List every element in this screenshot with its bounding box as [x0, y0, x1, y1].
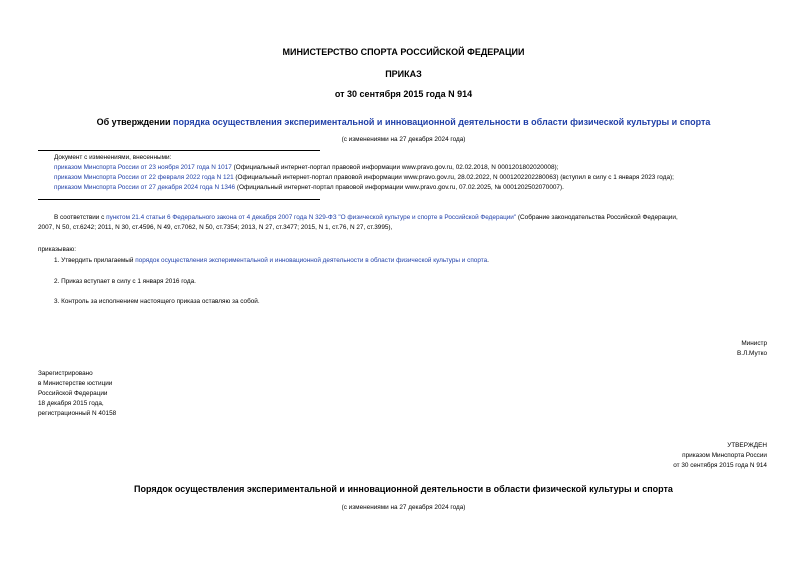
doc-type-heading: ПРИКАЗ: [385, 69, 422, 79]
divider-top: [38, 150, 320, 151]
amendment-link[interactable]: приказом Минспорта России от 23 ноября 2017 года N 1017: [54, 164, 232, 171]
approved-line: УТВЕРЖДЕН: [727, 442, 767, 449]
revision-note: (с изменениями на 27 декабря 2024 года): [341, 136, 466, 143]
amendment-link[interactable]: приказом Минспорта России от 27 декабря 2024 года N 1346: [54, 184, 236, 191]
registration-line: 18 декабря 2015 года,: [38, 400, 104, 407]
order-date-number: от 30 сентября 2015 года N 914: [334, 89, 473, 99]
registration-line: Зарегистрировано: [38, 370, 93, 377]
preamble-line-1: [38, 213, 778, 223]
point-1: [54, 256, 784, 266]
registration-line: регистрационный N 40158: [38, 410, 117, 417]
preamble-rest: (Собрание законодательства Российской Федерации,: [516, 214, 678, 221]
amendment-text: (Официальный интернет-портал правовой информации www.pravo.gov.ru, 02.02.2018, N 0001201802020008);: [231, 164, 559, 171]
procedure-note: (с изменениями на 27 декабря 2024 года): [341, 504, 466, 511]
signature-block: [737, 339, 767, 359]
registration-line: Российской Федерации: [38, 390, 108, 397]
amendments-block: [54, 153, 784, 193]
law-link[interactable]: пунктом 21.4 статьи 6 Федерального закона от 4 декабря 2007 года N 329-ФЗ "О физической культуре и спорте в Российской Федерации": [106, 214, 517, 221]
divider-bottom: [38, 199, 320, 200]
order-word: приказываю:: [38, 246, 76, 253]
point-2: 2. Приказ вступает в силу с 1 января 2016 года.: [54, 278, 196, 285]
preamble-prefix: В соответствии с: [54, 214, 107, 221]
document-title: [0, 117, 807, 127]
approved-block: [673, 441, 767, 471]
approved-line: от 30 сентября 2015 года N 914: [673, 462, 767, 469]
procedure-link[interactable]: порядок осуществления экспериментальной и инновационной деятельности в области физической культуры и спорта: [135, 257, 488, 264]
amendment-item: [54, 173, 784, 183]
signature-name: В.Л.Мутко: [737, 350, 767, 357]
signature-position: Министр: [741, 340, 767, 347]
point-1-prefix: 1. Утвердить прилагаемый: [54, 257, 136, 264]
preamble-line-2: 2007, N 50, ст.6242; 2011, N 30, ст.4596, N 49, ст.7062, N 50, ст.7354; 2013, N 27, ст.3477; 2015, N 1, ст.76, N 27, ст.3995),: [38, 224, 393, 231]
amendment-item: [54, 183, 784, 193]
registration-line: в Министерстве юстиции: [38, 380, 113, 387]
preamble: [38, 213, 778, 233]
amendments-intro: Документ с изменениями, внесенными:: [54, 154, 172, 161]
point-1-suffix: .: [487, 257, 489, 264]
procedure-title: Порядок осуществления экспериментальной и инновационной деятельности в области физической культуры и спорта: [134, 484, 673, 494]
approved-line: приказом Минспорта России: [682, 452, 767, 459]
amendment-text: (Официальный интернет-портал правовой информации www.pravo.gov.ru, 07.02.2025, № 0001202502070007).: [235, 184, 564, 191]
amendment-link[interactable]: приказом Минспорта России от 22 февраля 2022 года N 121: [54, 174, 234, 181]
point-3: 3. Контроль за исполнением настоящего приказа оставляю за собой.: [54, 298, 260, 305]
title-link[interactable]: порядка осуществления экспериментальной и инновационной деятельности в области физической культуры и спорта: [173, 117, 711, 127]
amendment-item: [54, 163, 784, 173]
registration-block: [38, 369, 116, 419]
ministry-heading: МИНИСТЕРСТВО СПОРТА РОССИЙСКОЙ ФЕДЕРАЦИИ: [282, 47, 525, 57]
title-prefix: Об утверждении: [96, 117, 174, 127]
amendment-text: (Официальный интернет-портал правовой информации www.pravo.gov.ru, 28.02.2022, N 0001202202280063) (вступил в силу с 1 января 2023 года);: [233, 174, 674, 181]
